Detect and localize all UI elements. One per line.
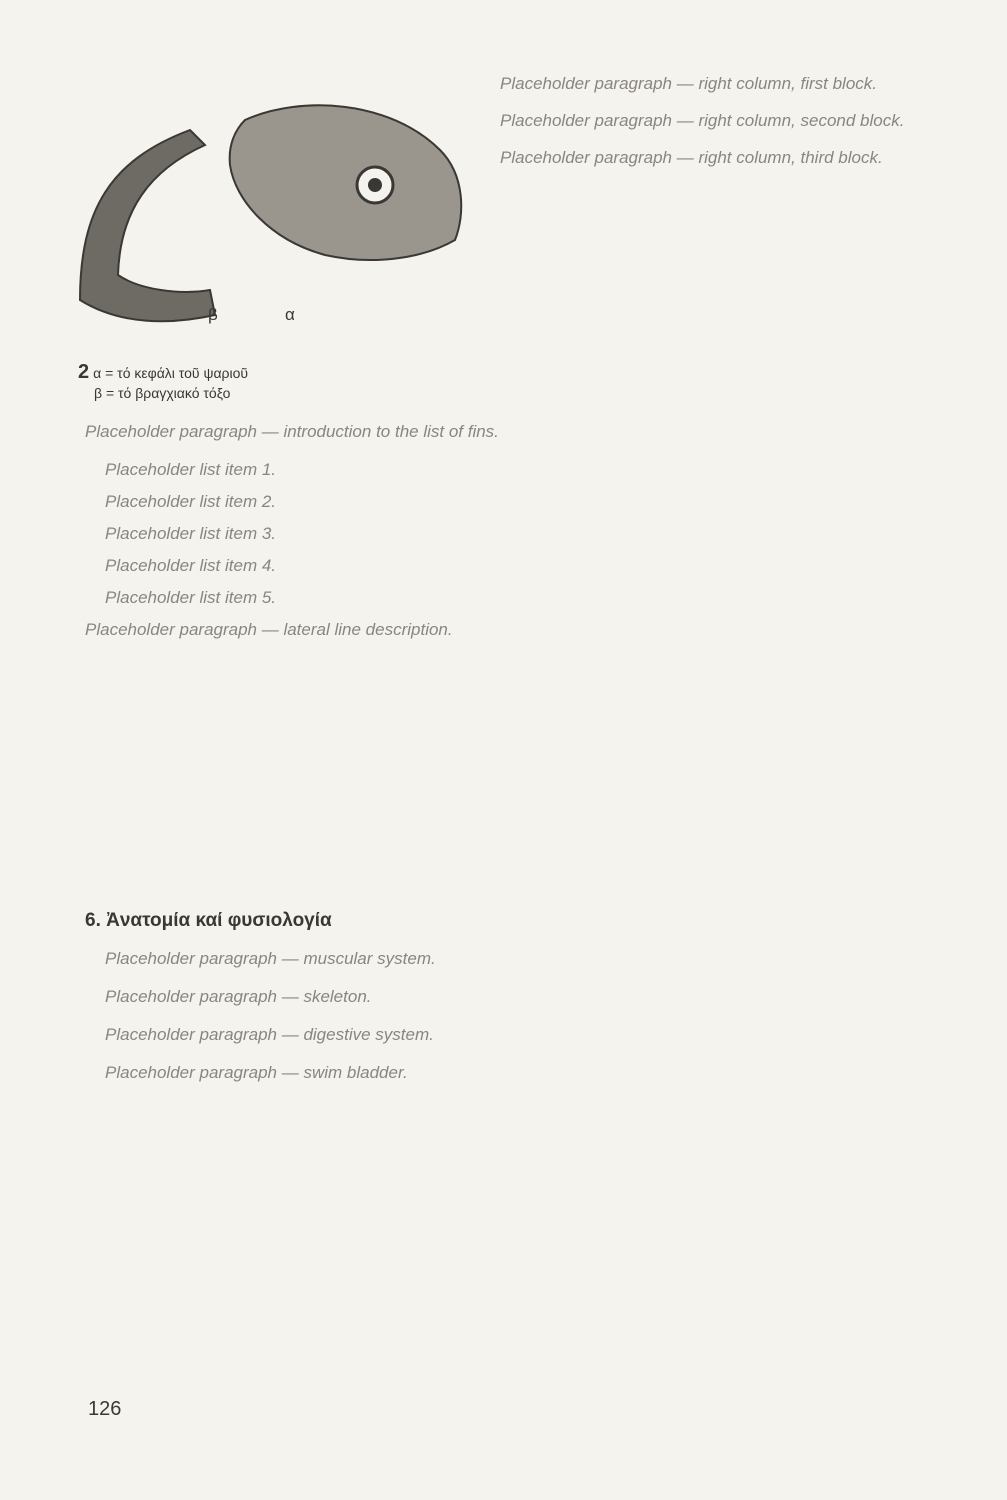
fin-list-item: Placeholder list item 4. bbox=[105, 556, 277, 575]
right-column-text bbox=[500, 70, 930, 181]
lateral-line-paragraph: Placeholder paragraph — lateral line description. bbox=[85, 620, 453, 639]
fish-pupil-drawing bbox=[368, 178, 382, 192]
right-column-paragraph: Placeholder paragraph — right column, third block. bbox=[500, 148, 883, 167]
gill-arch-drawing bbox=[80, 130, 215, 321]
anatomy-paragraph: Placeholder paragraph — digestive system. bbox=[105, 1025, 434, 1044]
fin-list-item: Placeholder list item 5. bbox=[105, 588, 277, 607]
fins-intro: Placeholder paragraph — introduction to the list of fins. bbox=[85, 422, 499, 441]
fish-figure bbox=[70, 90, 490, 350]
page-number: 126 bbox=[88, 1398, 122, 1420]
fin-list-item: Placeholder list item 2. bbox=[105, 492, 277, 511]
anatomy-paragraph: Placeholder paragraph — skeleton. bbox=[105, 987, 372, 1006]
figure-label-alpha: α bbox=[285, 305, 295, 324]
anatomy-paragraph: Placeholder paragraph — swim bladder. bbox=[105, 1063, 408, 1082]
fin-list-item: Placeholder list item 3. bbox=[105, 524, 277, 543]
anatomy-section bbox=[105, 945, 930, 1097]
section-title: 6. Ἀνατομία καί φυσιολογία bbox=[85, 910, 332, 931]
right-column-paragraph: Placeholder paragraph — right column, first block. bbox=[500, 74, 878, 93]
figure-caption-line-2: β = τό βραγχιακό τόξο bbox=[94, 385, 231, 401]
fish-head-and-gill-arch-illustration bbox=[70, 90, 490, 350]
figure-caption-line-1: α = τό κεφάλι τοῦ ψαριοῦ bbox=[93, 365, 249, 381]
figure-caption-number: 2 bbox=[78, 361, 90, 383]
figure-label-beta: β bbox=[208, 305, 218, 324]
anatomy-paragraph: Placeholder paragraph — muscular system. bbox=[105, 949, 436, 968]
fish-head-drawing bbox=[230, 105, 462, 260]
fin-list-item: Placeholder list item 1. bbox=[105, 460, 277, 479]
fins-section bbox=[85, 418, 930, 654]
figure-caption bbox=[78, 362, 248, 403]
right-column-paragraph: Placeholder paragraph — right column, second block. bbox=[500, 111, 905, 130]
